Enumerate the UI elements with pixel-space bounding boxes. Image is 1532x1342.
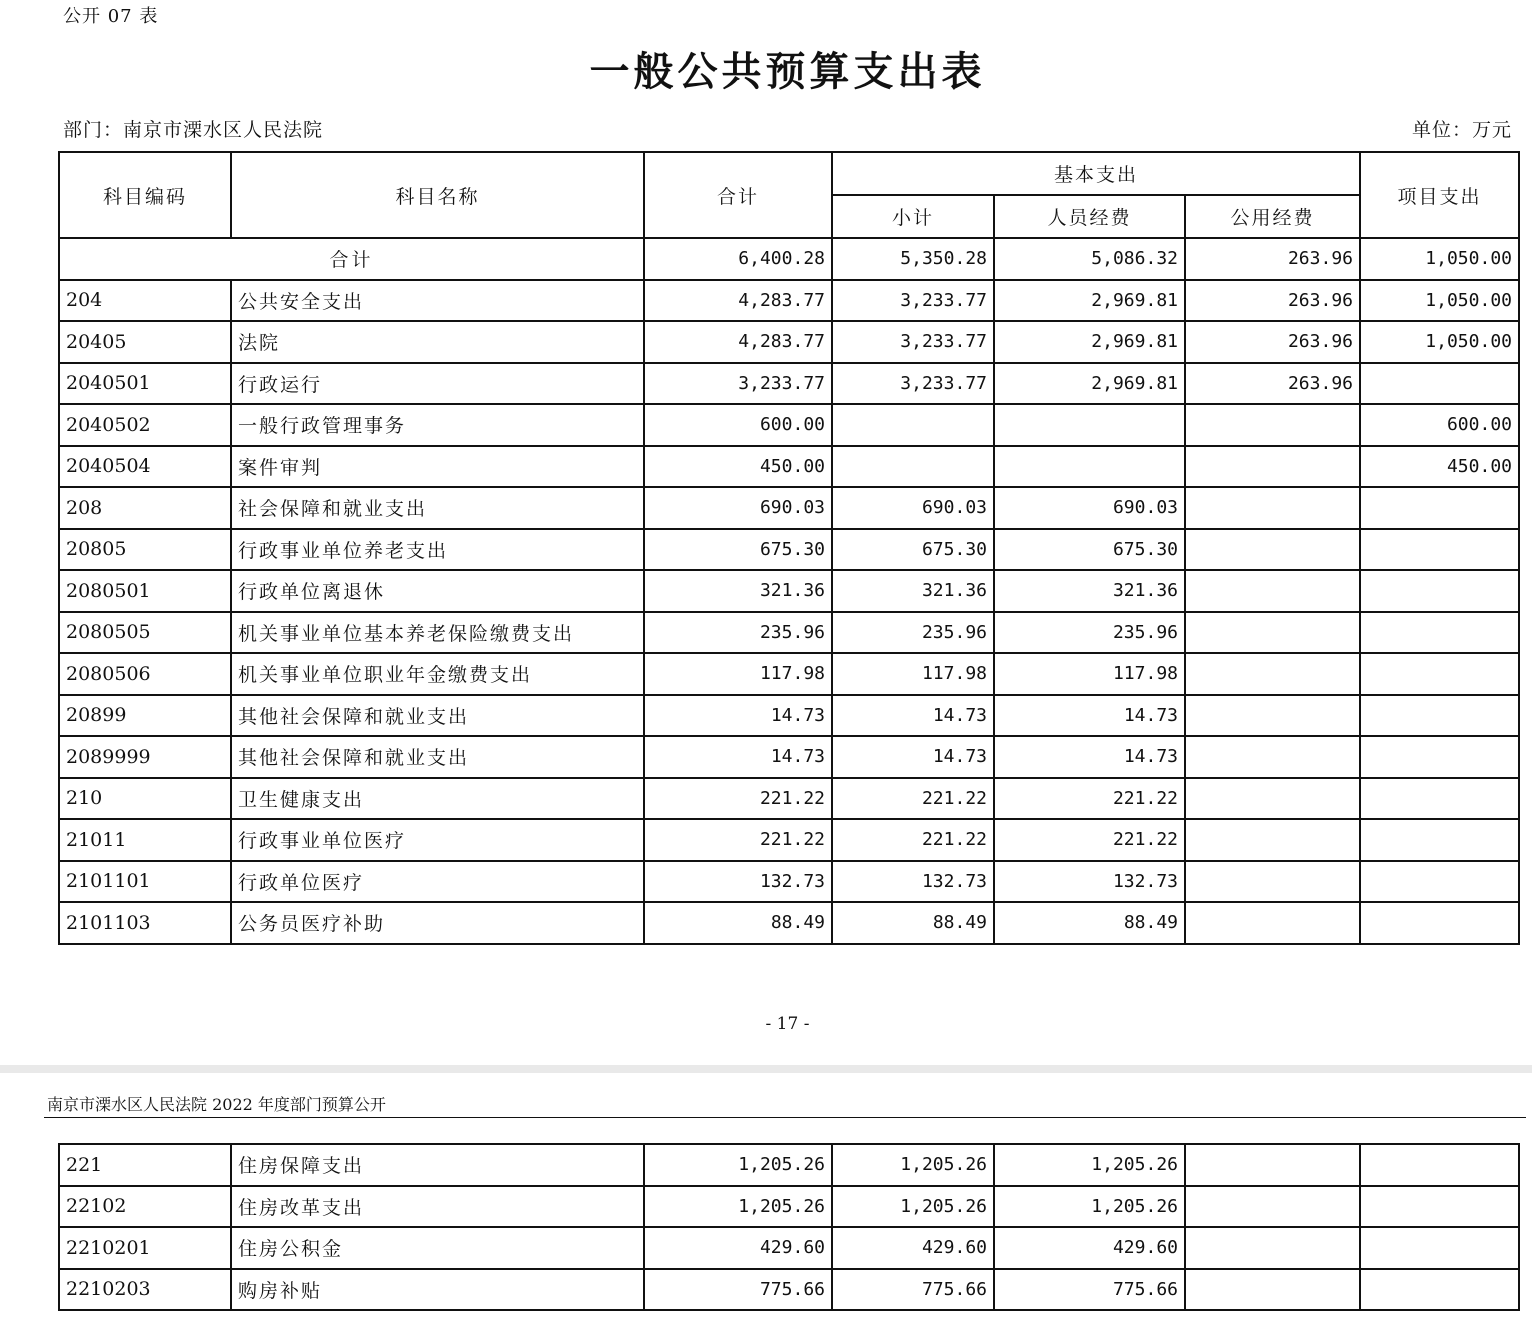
cell-code: 2040501 <box>59 363 231 405</box>
cell-personnel: 88.49 <box>994 902 1185 944</box>
cell-subtotal: 88.49 <box>832 902 994 944</box>
cell-project <box>1360 653 1519 695</box>
cell-code: 221 <box>59 1144 231 1186</box>
cell-subtotal <box>832 404 994 446</box>
cell-name: 公务员医疗补助 <box>231 902 644 944</box>
cell-project <box>1360 1227 1519 1269</box>
cell-code: 2210201 <box>59 1227 231 1269</box>
table-row <box>59 902 1519 944</box>
cell-total: 450.00 <box>644 446 832 488</box>
cell-total: 429.60 <box>644 1227 832 1269</box>
cell-personnel <box>994 404 1185 446</box>
cell-total: 600.00 <box>644 404 832 446</box>
cell-personnel: 429.60 <box>994 1227 1185 1269</box>
total-row <box>59 238 1519 280</box>
cell-project <box>1360 695 1519 737</box>
table-row <box>59 612 1519 654</box>
table-row <box>59 487 1519 529</box>
cell-subtotal: 221.22 <box>832 778 994 820</box>
cell-code: 22102 <box>59 1186 231 1228</box>
cell-subtotal: 775.66 <box>832 1269 994 1311</box>
table-row <box>59 778 1519 820</box>
cell-name: 机关事业单位职业年金缴费支出 <box>231 653 644 695</box>
cell-code: 2040502 <box>59 404 231 446</box>
table-row <box>59 570 1519 612</box>
cell-name: 其他社会保障和就业支出 <box>231 736 644 778</box>
cell-public <box>1185 695 1360 737</box>
cell-name: 住房保障支出 <box>231 1144 644 1186</box>
cell-total: 4,283.77 <box>644 280 832 322</box>
col-header-personnel: 人员经费 <box>994 195 1185 238</box>
cell-total: 4,283.77 <box>644 321 832 363</box>
cell-project <box>1360 778 1519 820</box>
cell-subtotal: 14.73 <box>832 736 994 778</box>
table-number-label: 公开 07 表 <box>63 6 159 27</box>
total-row-project: 1,050.00 <box>1360 238 1519 280</box>
page-break <box>0 1065 1532 1073</box>
cell-total: 775.66 <box>644 1269 832 1311</box>
cell-public <box>1185 1186 1360 1228</box>
col-header-total: 合计 <box>644 152 832 238</box>
cell-personnel: 675.30 <box>994 529 1185 571</box>
cell-public <box>1185 1144 1360 1186</box>
col-header-subtotal: 小计 <box>832 195 994 238</box>
cell-personnel: 1,205.26 <box>994 1186 1185 1228</box>
table-row <box>59 1227 1519 1269</box>
table-row <box>59 404 1519 446</box>
cell-total: 14.73 <box>644 736 832 778</box>
budget-table <box>58 151 1520 945</box>
header-divider <box>44 1117 1526 1118</box>
cell-name: 法院 <box>231 321 644 363</box>
cell-project: 600.00 <box>1360 404 1519 446</box>
table-row <box>59 1269 1519 1311</box>
table-row <box>59 736 1519 778</box>
cell-public <box>1185 446 1360 488</box>
col-header-code: 科目编码 <box>59 152 231 238</box>
cell-code: 20405 <box>59 321 231 363</box>
cell-name: 行政事业单位养老支出 <box>231 529 644 571</box>
cell-public <box>1185 1227 1360 1269</box>
cell-code: 210 <box>59 778 231 820</box>
cell-project <box>1360 819 1519 861</box>
cell-public <box>1185 653 1360 695</box>
cell-code: 208 <box>59 487 231 529</box>
table-row <box>59 280 1519 322</box>
cell-total: 3,233.77 <box>644 363 832 405</box>
cell-personnel: 690.03 <box>994 487 1185 529</box>
cell-project: 1,050.00 <box>1360 280 1519 322</box>
cell-name: 社会保障和就业支出 <box>231 487 644 529</box>
table-row <box>59 653 1519 695</box>
cell-personnel: 2,969.81 <box>994 363 1185 405</box>
cell-personnel: 221.22 <box>994 819 1185 861</box>
table-row <box>59 819 1519 861</box>
cell-subtotal: 3,233.77 <box>832 321 994 363</box>
cell-project <box>1360 612 1519 654</box>
cell-name: 公共安全支出 <box>231 280 644 322</box>
cell-project <box>1360 570 1519 612</box>
cell-public: 263.96 <box>1185 280 1360 322</box>
table-row <box>59 1144 1519 1186</box>
cell-subtotal: 14.73 <box>832 695 994 737</box>
cell-personnel: 235.96 <box>994 612 1185 654</box>
cell-project <box>1360 1186 1519 1228</box>
col-header-basic: 基本支出 <box>832 152 1360 195</box>
cell-subtotal: 1,205.26 <box>832 1144 994 1186</box>
cell-code: 2101103 <box>59 902 231 944</box>
cell-code: 2040504 <box>59 446 231 488</box>
total-row-total: 6,400.28 <box>644 238 832 280</box>
cell-project: 1,050.00 <box>1360 321 1519 363</box>
cell-project <box>1360 902 1519 944</box>
cell-subtotal: 429.60 <box>832 1227 994 1269</box>
cell-code: 21011 <box>59 819 231 861</box>
cell-project <box>1360 1269 1519 1311</box>
cell-project <box>1360 529 1519 571</box>
cell-subtotal: 132.73 <box>832 861 994 903</box>
cell-public <box>1185 612 1360 654</box>
cell-personnel: 775.66 <box>994 1269 1185 1311</box>
total-row-personnel: 5,086.32 <box>994 238 1185 280</box>
table-row <box>59 321 1519 363</box>
total-row-public: 263.96 <box>1185 238 1360 280</box>
cell-total: 14.73 <box>644 695 832 737</box>
cell-name: 一般行政管理事务 <box>231 404 644 446</box>
cell-code: 2089999 <box>59 736 231 778</box>
cell-code: 204 <box>59 280 231 322</box>
cell-name: 住房公积金 <box>231 1227 644 1269</box>
budget-table-continued <box>58 1143 1520 1311</box>
col-header-name: 科目名称 <box>231 152 644 238</box>
cell-subtotal: 3,233.77 <box>832 280 994 322</box>
cell-personnel: 1,205.26 <box>994 1144 1185 1186</box>
cell-subtotal <box>832 446 994 488</box>
cell-public <box>1185 570 1360 612</box>
cell-personnel: 321.36 <box>994 570 1185 612</box>
cell-subtotal: 690.03 <box>832 487 994 529</box>
table-row <box>59 529 1519 571</box>
cell-public: 263.96 <box>1185 321 1360 363</box>
cell-personnel: 132.73 <box>994 861 1185 903</box>
cell-public <box>1185 778 1360 820</box>
cell-project <box>1360 363 1519 405</box>
table-row <box>59 1186 1519 1228</box>
cell-total: 117.98 <box>644 653 832 695</box>
cell-project <box>1360 487 1519 529</box>
cell-total: 1,205.26 <box>644 1186 832 1228</box>
cell-code: 2101101 <box>59 861 231 903</box>
cell-subtotal: 117.98 <box>832 653 994 695</box>
cell-public <box>1185 529 1360 571</box>
cell-code: 2080505 <box>59 612 231 654</box>
cell-subtotal: 321.36 <box>832 570 994 612</box>
cell-total: 690.03 <box>644 487 832 529</box>
cell-subtotal: 235.96 <box>832 612 994 654</box>
cell-name: 行政事业单位医疗 <box>231 819 644 861</box>
cell-personnel: 117.98 <box>994 653 1185 695</box>
cell-name: 案件审判 <box>231 446 644 488</box>
table-row <box>59 695 1519 737</box>
cell-public <box>1185 404 1360 446</box>
unit-label: 单位：万元 <box>1411 119 1512 141</box>
cell-subtotal: 221.22 <box>832 819 994 861</box>
cell-code: 20899 <box>59 695 231 737</box>
cell-personnel <box>994 446 1185 488</box>
cell-name: 住房改革支出 <box>231 1186 644 1228</box>
cell-public <box>1185 902 1360 944</box>
cell-code: 2080506 <box>59 653 231 695</box>
next-page-header: 南京市溧水区人民法院 2022 年度部门预算公开 <box>47 1095 386 1114</box>
cell-total: 321.36 <box>644 570 832 612</box>
cell-name: 机关事业单位基本养老保险缴费支出 <box>231 612 644 654</box>
cell-total: 675.30 <box>644 529 832 571</box>
cell-public <box>1185 861 1360 903</box>
cell-public <box>1185 736 1360 778</box>
cell-project <box>1360 736 1519 778</box>
cell-personnel: 2,969.81 <box>994 321 1185 363</box>
cell-personnel: 14.73 <box>994 736 1185 778</box>
cell-name: 行政运行 <box>231 363 644 405</box>
total-row-label: 合计 <box>59 238 644 280</box>
cell-subtotal: 675.30 <box>832 529 994 571</box>
cell-personnel: 2,969.81 <box>994 280 1185 322</box>
cell-project <box>1360 1144 1519 1186</box>
cell-public <box>1185 487 1360 529</box>
cell-total: 88.49 <box>644 902 832 944</box>
cell-project <box>1360 861 1519 903</box>
cell-personnel: 221.22 <box>994 778 1185 820</box>
table-row <box>59 446 1519 488</box>
table-row <box>59 363 1519 405</box>
cell-code: 2210203 <box>59 1269 231 1311</box>
cell-total: 221.22 <box>644 819 832 861</box>
cell-public <box>1185 1269 1360 1311</box>
cell-project: 450.00 <box>1360 446 1519 488</box>
cell-name: 其他社会保障和就业支出 <box>231 695 644 737</box>
page-number: - 17 - <box>765 1014 810 1034</box>
cell-personnel: 14.73 <box>994 695 1185 737</box>
col-header-public: 公用经费 <box>1185 195 1360 238</box>
cell-code: 2080501 <box>59 570 231 612</box>
cell-name: 购房补贴 <box>231 1269 644 1311</box>
cell-total: 132.73 <box>644 861 832 903</box>
cell-name: 行政单位医疗 <box>231 861 644 903</box>
page-title: 一般公共预算支出表 <box>589 48 986 95</box>
cell-subtotal: 3,233.77 <box>832 363 994 405</box>
cell-total: 1,205.26 <box>644 1144 832 1186</box>
cell-subtotal: 1,205.26 <box>832 1186 994 1228</box>
cell-public <box>1185 819 1360 861</box>
department-label: 部门：南京市溧水区人民法院 <box>63 119 324 141</box>
cell-total: 221.22 <box>644 778 832 820</box>
cell-name: 行政单位离退休 <box>231 570 644 612</box>
cell-total: 235.96 <box>644 612 832 654</box>
cell-public: 263.96 <box>1185 363 1360 405</box>
table-row <box>59 861 1519 903</box>
cell-code: 20805 <box>59 529 231 571</box>
total-row-subtotal: 5,350.28 <box>832 238 994 280</box>
col-header-project: 项目支出 <box>1360 152 1519 238</box>
cell-name: 卫生健康支出 <box>231 778 644 820</box>
